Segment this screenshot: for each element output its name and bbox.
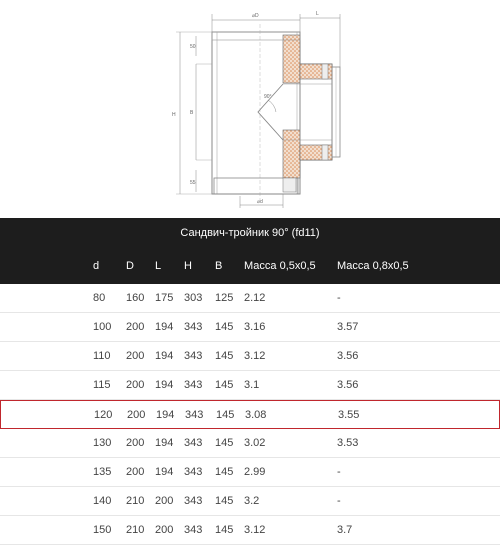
table-cell: 130	[93, 437, 112, 449]
header-B: B	[215, 260, 223, 272]
table-cell: 150	[93, 524, 112, 536]
table-cell: 125	[215, 292, 234, 304]
table-cell: 120	[94, 408, 113, 421]
header-H: H	[184, 260, 192, 272]
table-row	[0, 284, 500, 313]
table-cell: 3.16	[244, 321, 266, 333]
insulation-lower	[283, 130, 300, 178]
table-cell: 145	[215, 379, 234, 391]
header-d: d	[93, 260, 100, 272]
table-cell: 343	[184, 495, 203, 507]
table-cell: 115	[93, 379, 111, 391]
table-cell: 160	[126, 292, 145, 304]
table-cell: 3.57	[337, 321, 359, 333]
table-cell: 2.99	[244, 466, 266, 478]
table-cell: 3.02	[244, 437, 266, 449]
table-cell: 194	[155, 466, 174, 478]
technical-drawing	[0, 0, 500, 218]
header-mass-05: Масса 0,5х0,5	[244, 260, 316, 272]
table-cell: 140	[93, 495, 112, 507]
table-cell: -	[337, 466, 341, 478]
tee-drawing-svg	[0, 0, 500, 218]
table-cell: 3.56	[337, 350, 359, 362]
table-cell: 135	[93, 466, 112, 478]
table-cell: 210	[126, 524, 145, 536]
table-title-bar	[0, 218, 500, 248]
table-cell: 3.12	[244, 524, 266, 536]
table-cell: 3.2	[244, 495, 260, 507]
dim-label-50: 50	[190, 44, 196, 50]
dim-label-B: B	[190, 110, 194, 116]
table-cell: 2.12	[244, 292, 266, 304]
table-cell: 145	[215, 350, 234, 362]
table-cell: 3.55	[338, 408, 360, 421]
table-row-highlighted	[0, 400, 500, 429]
table-row	[0, 371, 500, 400]
table-cell: 145	[215, 321, 234, 333]
table-cell: 175	[155, 292, 174, 304]
table-cell: 200	[127, 408, 146, 421]
table-row	[0, 458, 500, 487]
table-cell: 343	[184, 437, 203, 449]
dim-label-D: ⌀D	[252, 13, 259, 19]
table-cell: 343	[184, 524, 203, 536]
table-header-row	[0, 248, 500, 284]
table-cell: 145	[216, 408, 235, 421]
table-cell: 200	[126, 466, 145, 478]
table-row	[0, 429, 500, 458]
table-cell: 343	[184, 466, 203, 478]
dim-label-angle: 90°	[264, 94, 272, 100]
table-cell: 194	[156, 408, 175, 421]
table-cell: 3.7	[337, 524, 353, 536]
table-cell: 343	[184, 350, 203, 362]
junction-lines	[258, 84, 283, 140]
table-cell: 110	[93, 350, 111, 362]
table-cell: 210	[126, 495, 145, 507]
table-row	[0, 487, 500, 516]
table-cell: 194	[155, 321, 174, 333]
table-cell: 3.56	[337, 379, 359, 391]
table-cell: 145	[215, 437, 234, 449]
insulation-upper	[283, 35, 300, 83]
table-row	[0, 342, 500, 371]
table-cell: 200	[155, 524, 174, 536]
dim-label-d: ⌀d	[257, 199, 263, 205]
table-cell: 343	[185, 408, 204, 421]
table-cell: 145	[215, 495, 234, 507]
table-cell: 3.53	[337, 437, 359, 449]
spec-table	[0, 218, 500, 536]
dim-label-55: 55	[190, 180, 196, 186]
header-D: D	[126, 260, 134, 272]
table-cell: 343	[184, 379, 203, 391]
table-title: Сандвич-тройник 90° (fd11)	[180, 227, 320, 239]
table-row	[0, 516, 500, 545]
table-cell: 100	[93, 321, 112, 333]
table-cell: 145	[215, 466, 234, 478]
table-cell: 3.1	[244, 379, 260, 391]
table-cell: 343	[184, 321, 203, 333]
table-cell: 3.12	[244, 350, 266, 362]
table-cell: 200	[126, 379, 145, 391]
table-cell: 200	[126, 321, 145, 333]
table-row	[0, 313, 500, 342]
dim-label-H: H	[172, 112, 176, 118]
dim-label-L: L	[316, 11, 319, 17]
table-cell: -	[337, 495, 341, 507]
table-cell: 200	[126, 437, 145, 449]
table-cell: -	[337, 292, 341, 304]
table-cell: 145	[215, 524, 234, 536]
table-body	[0, 284, 500, 545]
table-cell: 200	[126, 350, 145, 362]
table-cell: 80	[93, 292, 106, 304]
table-cell: 200	[155, 495, 174, 507]
header-L: L	[155, 260, 162, 272]
table-cell: 3.08	[245, 408, 267, 421]
header-mass-08: Масса 0,8х0,5	[337, 260, 409, 272]
table-cell: 194	[155, 350, 174, 362]
table-cell: 194	[155, 437, 174, 449]
table-cell: 194	[155, 379, 174, 391]
table-cell: 303	[184, 292, 203, 304]
